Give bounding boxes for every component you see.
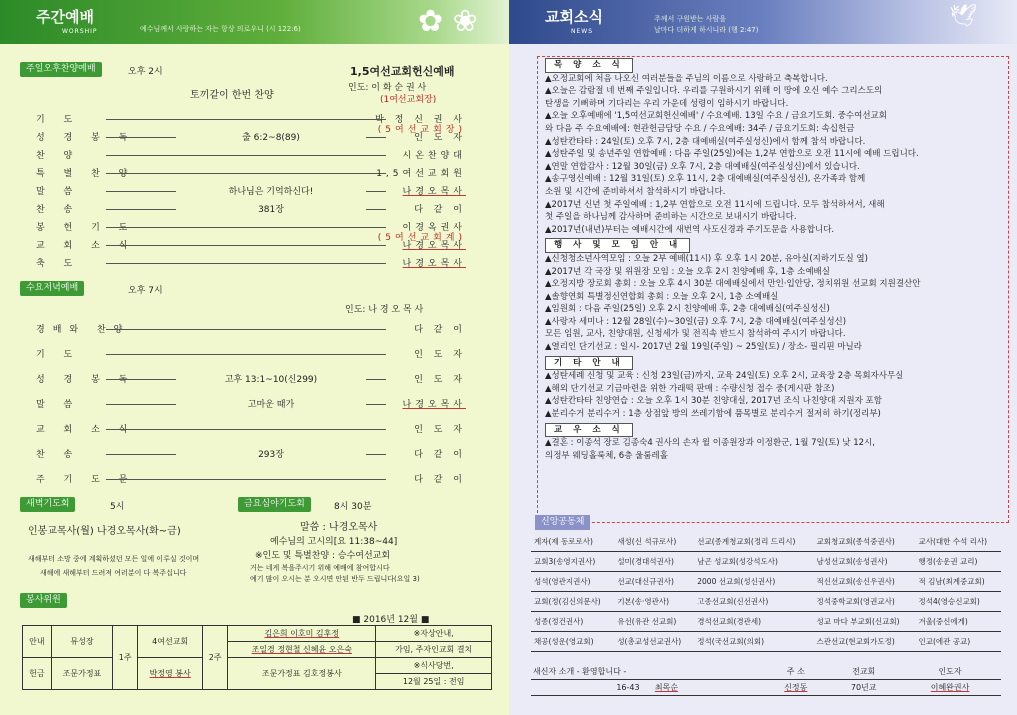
- order-person: 나경오목사: [402, 241, 466, 251]
- cell-group: 새성(신 석규로사): [614, 532, 694, 552]
- news-verse: [654, 14, 814, 36]
- sunday-time: 오후 2시: [128, 67, 163, 77]
- order-item: 성 경 봉 독: [36, 133, 136, 143]
- order-person-org: (5여선교회계): [377, 233, 466, 243]
- order-row: [36, 112, 466, 135]
- order-row: [36, 397, 466, 412]
- duty-cell: 조일경 정현철 신혜윤 오은숙: [228, 642, 376, 658]
- order-line: [106, 173, 386, 174]
- newcomer-church: 70년교: [850, 683, 877, 692]
- news-item: 첫 주일을 하나님께 감사하며 준비하는 시간으로 보내시기 바랍니다.: [545, 212, 797, 223]
- order-item: 특 별 찬 양: [36, 169, 136, 179]
- duty-cell: 뮤성장: [51, 626, 112, 658]
- duty-cell: 헌금: [23, 658, 52, 690]
- flower-icon: ✿ ❀: [418, 4, 478, 39]
- news-item: ▲2017년(내년)부터는 예배시간에 새번역 사도신경과 주기도문을 사용합니다.: [545, 224, 835, 235]
- cells-row: [531, 592, 1001, 612]
- order-detail: 하나님은 기억하신다!: [176, 184, 366, 197]
- worship-title: 주간예배: [36, 8, 94, 26]
- cell-group: 교회3(송영지권사): [531, 552, 614, 572]
- order-person: 이경옥권사: [402, 223, 466, 233]
- duty-table: [22, 625, 492, 690]
- order-line: [106, 354, 386, 355]
- newcomer-welcome: - 환영합니다 -: [576, 667, 627, 676]
- duty-cell: 박정영 봉사: [138, 658, 203, 690]
- cell-group: 교사(대한 수석 리사): [916, 532, 1001, 552]
- news-item: ▲오정지방 장로회 총회 : 오늘 오후 4시 30분 대예배실에서 만인·입안당, 정치위원 선교회 지원결산안: [545, 279, 921, 290]
- duty-cell: 가임, 주자인교회 결치: [376, 642, 492, 658]
- cell-group: 설미(경대석권사): [614, 552, 694, 572]
- duty-cell: ※식사당번,: [376, 658, 492, 674]
- order-row: [36, 472, 466, 487]
- duty-date: ■ 2016년 12월 ■: [352, 615, 430, 625]
- news-item: ▲열리인 단기선교 : 일시- 2017년 2월 19일(주일) ~ 25일(토) / 장소- 필리핀 마닐라: [545, 342, 862, 353]
- newcomer-addr-header: 주 소: [786, 667, 805, 676]
- friday-note-2: 예기 많이 오시는 분 오시면 안된 반두 드립니다(요일 3): [250, 575, 420, 583]
- newcomer-header-row: [531, 664, 1001, 680]
- order-person: 인 도 자: [414, 375, 466, 385]
- order-line: [106, 155, 386, 156]
- news-item: ▲신청청소년사역모임 : 오늘 2부 예배(11시) 후 오후 1시 20분, 유아실(지하기도실 옆): [545, 253, 868, 264]
- cells-row: [531, 612, 1001, 632]
- worship-verse: 예수님께서 사랑하는 자는 항상 의로우니 (시 122:6): [140, 25, 301, 33]
- newcomer-church-header: 전교회: [852, 667, 876, 676]
- order-row: [36, 220, 466, 243]
- news-item: 모든 임원, 교사, 친양대원, 신청세가 및 전직속 반드시 참석하여 주시기 바랍니다.: [545, 329, 846, 340]
- order-item: 봉 헌 기 도: [36, 223, 136, 233]
- dawn-leader: 인봉교목사(월) 나경오목사(화~금): [28, 526, 181, 537]
- newcomer-table: [531, 664, 1001, 696]
- order-detail: 고마운 때가: [176, 397, 366, 410]
- wednesday-label: 수요저녁예배: [20, 281, 84, 296]
- order-line: [106, 263, 386, 264]
- order-row: [36, 130, 466, 145]
- order-person: 인 도 자: [414, 425, 466, 435]
- wednesday-leader: 인도: 나 경 오 목 사: [345, 305, 424, 315]
- cell-group: 성종(정건권사): [531, 612, 614, 632]
- order-person: 다 같 이: [414, 325, 466, 335]
- cells-row: [531, 572, 1001, 592]
- cell-group: 유선(유관 선교회): [614, 612, 694, 632]
- cells-row: [531, 552, 1001, 572]
- news-item: ▲오늘은 감람절 네 번째 주일입니다. 우리를 구원하시기 위해 이 땅에 오신 예수 그리스도의: [545, 86, 883, 97]
- news-item: ▲성탄칸타타 친양연습 : 오늘 오후 1시 30분 친양대실, 2017년 조식 나친양대 지원자 포함: [545, 396, 882, 407]
- cells-row: [531, 632, 1001, 652]
- order-detail: 381장: [176, 202, 366, 215]
- order-line: [106, 227, 386, 228]
- order-item: 기 도: [36, 350, 81, 360]
- news-item: ▲연말 연합감사 : 12월 30일(금) 오후 7시, 2층 대예배실(여주실성신)에서 있습니다.: [545, 161, 860, 172]
- section-heading: 목 양 소 식: [545, 58, 633, 73]
- duty-cell: 4여선교회: [138, 626, 203, 658]
- news-verse-1: 주께서 구원받는 사람을: [654, 15, 727, 23]
- order-row: [36, 166, 466, 181]
- duty-row: [23, 658, 492, 674]
- newcomer-id: 16-43: [616, 683, 640, 692]
- duty-label: 봉사위원: [20, 593, 67, 608]
- cell-group: 교회청교회(종석중권사): [814, 532, 916, 552]
- order-row: [36, 322, 466, 337]
- section-heading: 기 타 안 내: [545, 356, 633, 371]
- dawn-note-2: 새해에 새해부터 드려져 여러분이 다 복주십니다: [40, 569, 187, 577]
- news-list: [545, 370, 1005, 420]
- news-section-pastoral: [545, 58, 1005, 462]
- newcomer-guide: 이혜완권사: [930, 683, 970, 692]
- friday-sermon: 말씀 : 나경오목사: [300, 522, 378, 533]
- order-row: [36, 422, 466, 437]
- news-item: ▲사랑자 세미나 : 12월 28일(수)~30일(금) 오후 7시, 2층 대예배실(여주실성신): [545, 316, 847, 327]
- news-subtitle: NEWS: [571, 28, 594, 35]
- duty-cell: 안내: [23, 626, 52, 658]
- news-item: 의정부 웨딩홀룩체, 6층 울룸레홀: [545, 450, 668, 461]
- cells-label: 신앙공동체: [535, 515, 590, 530]
- order-row: [36, 372, 466, 387]
- order-row: [36, 447, 466, 462]
- order-person: 인 도 자: [414, 350, 466, 360]
- cell-group: 정석중학교회(영권교사): [814, 592, 916, 612]
- order-person: 다 같 이: [414, 450, 466, 460]
- order-row: [36, 184, 466, 199]
- order-person: 다 같 이: [414, 475, 466, 485]
- cell-group: 교회(정(김신의문사): [531, 592, 614, 612]
- news-item: ▲2017년 각 국장 및 위원장 모임 : 오늘 오후 2시 친양예배 후, 1층 소예배실: [545, 266, 830, 277]
- news-item: ▲송구영신예배 : 12월 31일(토) 오후 11시, 2층 대예배실(여주실성신), 온가족과 함께: [545, 174, 866, 185]
- order-person: 인 도 자: [414, 133, 466, 143]
- news-item: ▲성탄세례 신청 및 교육 : 신청 23일(금)까지, 교육 24일(토) 오후 2시, 교육장 2층 목회자사무실: [545, 371, 904, 382]
- news-item: ▲해외 단기선교 기금마련을 위한 가래떡 판매 : 수량신청 접수 중(게시판 참조): [545, 383, 835, 394]
- order-item: 성 경 봉 독: [36, 375, 136, 385]
- order-person: 다 같 이: [414, 205, 466, 215]
- order-row: [36, 256, 466, 271]
- cell-group: 선교(종계청교회(정리 드리시): [694, 532, 813, 552]
- friday-note-1: 거는 네게 복을주시기 위해 예배에 참여합시다: [250, 564, 390, 572]
- cell-group: 남곤 성교회(성강석도사): [694, 552, 813, 572]
- section-heading: 교 우 소 식: [545, 423, 633, 438]
- cell-group: 행정(송운권 교리): [916, 552, 1001, 572]
- sunday-leader: 인도: 이 화 순 권 사: [348, 83, 427, 93]
- order-item: 찬 송: [36, 450, 81, 460]
- order-row: [36, 238, 466, 253]
- cell-group: 적신선교회(송신우권사): [814, 572, 916, 592]
- order-detail: 출 6:2~8(89): [176, 130, 366, 143]
- order-person: 나경오목사: [402, 259, 466, 269]
- sunday-leader-org: (1여선교회장): [380, 95, 437, 105]
- friday-scripture: 예수님의 고시의[요 11:38~44]: [270, 537, 398, 547]
- order-person: 나경오목사: [402, 400, 466, 410]
- newcomer-row: [531, 680, 1001, 696]
- news-list: [545, 73, 1005, 237]
- cell-group: 기본(송·영관사): [614, 592, 694, 612]
- order-person: 나경오목사: [402, 187, 466, 197]
- cells-row: [531, 532, 1001, 552]
- news-verse-2: 날마다 더하게 하시니라 (행 2:47): [654, 26, 759, 34]
- order-line: [106, 479, 386, 480]
- news-item: ▲성탄주일 및 송년주일 연합예배 : 다음 주일(25일)에는 1,2부 연합으로 오전 11시에 예배 드립니다.: [545, 149, 919, 160]
- news-item: ▲솔향연회 특별정신연합회 총회 : 오늘 오후 2시, 1층 소예배실: [545, 291, 779, 302]
- duty-cell: ※자상안내,: [376, 626, 492, 642]
- handwriting-note: 토끼같이 한번 찬양: [190, 90, 274, 101]
- order-line: [106, 329, 386, 330]
- bird-icon: 🕊: [949, 4, 977, 29]
- cells-table: [531, 532, 1001, 652]
- dawn-label: 새벽기도회: [20, 497, 75, 512]
- newcomer-id-cell: [531, 680, 763, 696]
- order-line: [106, 245, 386, 246]
- cell-group: 성(총교성선교권사): [614, 632, 694, 652]
- duty-cell: 12월 25일 : 전임: [376, 674, 492, 690]
- cell-group: 정석(국선교회(의회): [694, 632, 813, 652]
- news-item: ▲임원회 : 다음 주일(25일) 오후 2시 친양예배 후, 2층 대예배실(여주실성신): [545, 304, 830, 315]
- cell-group: 고종선교회(신선권사): [694, 592, 813, 612]
- dawn-note-1: 새해부터 소망 중에 계획하셨던 모든 일에 이루실 것이며: [28, 555, 200, 563]
- news-item: ▲오정교회에 처음 나오신 여러분들을 주님의 이름으로 사랑하고 축복합니다.: [545, 73, 828, 84]
- cell-group: 채공(성운(영교회): [531, 632, 614, 652]
- duty-cell: 2주: [203, 626, 228, 690]
- section-heading: 행 사 및 모 임 안 내: [545, 238, 690, 253]
- order-item: 찬 송: [36, 205, 81, 215]
- cell-group: 스관선교(현교회가도정): [814, 632, 916, 652]
- duty-cell: 조문가정표 김호정봉사: [228, 658, 376, 690]
- duty-cell: 김은희 이호미 김후정: [228, 626, 376, 642]
- wednesday-time: 오후 7시: [128, 286, 163, 296]
- news-item: ▲2017년 신년 첫 주일예배 : 1,2부 연합으로 오전 11시에 드립니다. 모두 참석하셔서, 새해: [545, 199, 885, 210]
- cell-group: 2000 선교회(성신권사): [694, 572, 813, 592]
- cell-group: 적 김남(최계중교회): [916, 572, 1001, 592]
- cell-group: 선교(대신규권사): [614, 572, 694, 592]
- news-item: ▲성탄칸타타 : 24일(토) 오후 7시, 2층 대예배실(여주실성신)에서 함께 참석 바랍니다.: [545, 136, 866, 147]
- order-item: 교 회 소 식: [36, 425, 136, 435]
- newcomer-guide-header: 인도자: [938, 667, 962, 676]
- order-item: 주 기 도 문: [36, 475, 136, 485]
- order-person: 시온찬양대: [402, 151, 466, 161]
- order-row: [36, 148, 466, 163]
- news-item: ▲분리수거 분리수거 : 1층 상점앞 방의 쓰레기함에 품목별로 분리수거 절저히 하기(정리부): [545, 409, 881, 420]
- news-title: 교회소식: [545, 8, 603, 26]
- news-list: [545, 437, 1005, 462]
- worship-header: [0, 0, 509, 44]
- worship-subtitle: WORSHIP: [62, 28, 98, 35]
- news-page: [509, 0, 1017, 715]
- cell-group: 남성선교회(송성권사): [814, 552, 916, 572]
- news-list: [545, 253, 1005, 354]
- news-item: ▲오늘 오후예배에 '1,5여선교회헌신예배' / 수요예배. 13일 수요 / 금요기도회. 중수여선교회: [545, 111, 887, 122]
- order-item: 경배와 찬양: [36, 325, 131, 335]
- news-item: 탄생을 기뻐하며 기다리는 우리 가운데 성령이 임하시기 바랍니다.: [545, 98, 789, 109]
- order-item: 말 씀: [36, 187, 81, 197]
- newcomer-label: 새신자 소개: [533, 667, 575, 676]
- cell-group: 성교 마다 부교회(신교회): [814, 612, 916, 632]
- sunday-event: 1,5여선교회헌신예배: [350, 65, 455, 78]
- duty-row: [23, 626, 492, 642]
- order-detail: 293장: [176, 447, 366, 460]
- news-item: 소원 및 시간에 준비하셔서 참석하시기 바랍니다.: [545, 186, 726, 197]
- news-item: 와 다음 주 수요예배에: 현관헌금담당 수요 / 수요예배: 34주 / 금요기도회: 속십헌금: [545, 123, 855, 134]
- cell-group: 정석4(영승신교회): [916, 592, 1001, 612]
- duty-cell: 조문가정표: [51, 658, 112, 690]
- cell-group: 겨울(중신에게): [916, 612, 1001, 632]
- friday-lead: ※인도 및 특별찬양 : 승수여선교회: [255, 551, 391, 561]
- order-item: 교 회 소 식: [36, 241, 136, 251]
- friday-time: 8시 30분: [334, 502, 372, 512]
- order-line: [106, 429, 386, 430]
- newcomer-label-cell: [531, 664, 763, 680]
- cell-group: 경석선교회(경관세): [694, 612, 813, 632]
- order-person: 1,5여선교회원: [376, 169, 466, 179]
- order-line: [106, 119, 386, 120]
- order-item: 축 도: [36, 259, 81, 269]
- order-row: [36, 202, 466, 217]
- order-item: 찬 양: [36, 151, 81, 161]
- order-row: [36, 347, 466, 362]
- order-detail: 고후 13:1~10(신299): [176, 372, 366, 385]
- news-item: ▲결혼 : 이종석 장로 김종숙4 권사의 손자 윌 이종원장과 이정환군, 1월 7일(토) 낮 12시,: [545, 438, 875, 449]
- cell-group: 성석(영관지권사): [531, 572, 614, 592]
- duty-cell: 1주: [113, 626, 138, 690]
- order-person: 박 정 신 권 사: [375, 115, 466, 125]
- dawn-time: 5시: [110, 502, 125, 512]
- newcomer-addr: 신정동: [784, 683, 808, 692]
- cell-group: 계자(제 동로로사): [531, 532, 614, 552]
- order-item: 말 씀: [36, 400, 81, 410]
- friday-label: 금요심야기도회: [238, 497, 311, 512]
- order-person-org: (5여선교회장): [377, 125, 466, 135]
- sunday-label: 주일오후찬양예배: [20, 62, 102, 77]
- newcomer-name: 최목순: [654, 683, 679, 692]
- cell-group: 인교(에관 공교): [916, 632, 1001, 652]
- order-item: 기 도: [36, 115, 81, 125]
- news-header: [509, 0, 1017, 44]
